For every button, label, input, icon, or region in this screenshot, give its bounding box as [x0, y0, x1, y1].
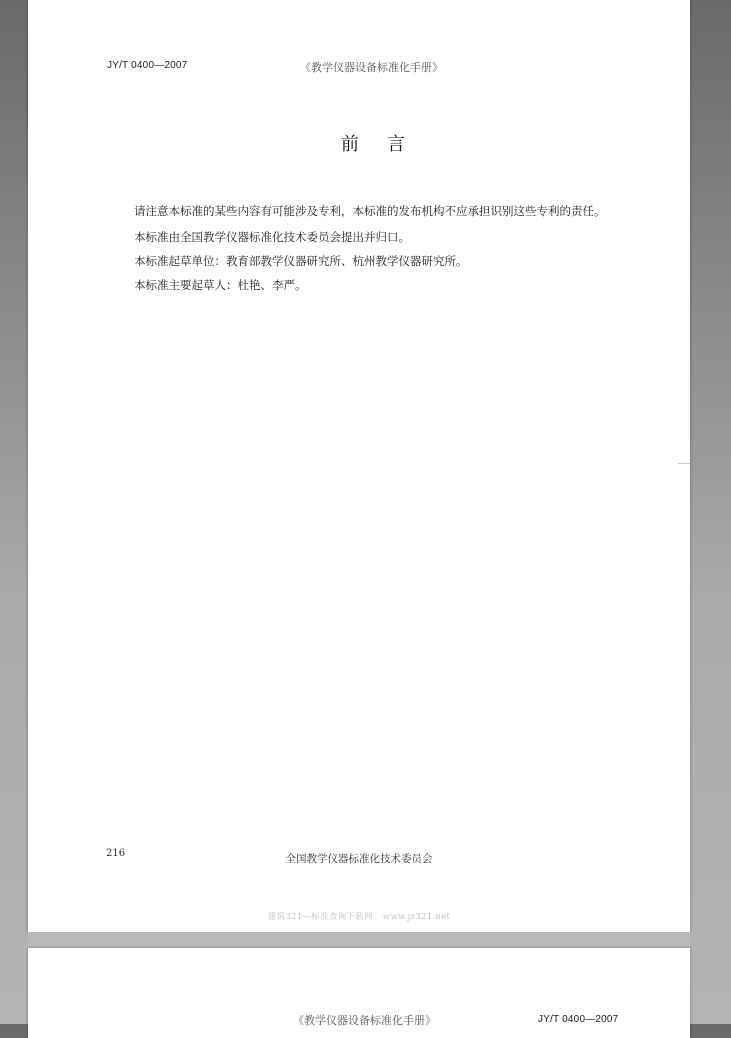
header-standard-code: JY/T 0400—2007	[538, 1014, 619, 1025]
header-standard-code: JY/T 0400—2007	[107, 60, 188, 71]
watermark-url: www.jz321.net	[382, 912, 451, 922]
page-gap	[28, 932, 690, 948]
paragraph-patent-notice: 请注意本标准的某些内容有可能涉及专利，本标准的发布机构不应承担识别这些专利的责任。	[134, 204, 606, 218]
document-page-next	[28, 948, 690, 1038]
section-heading-foreword: 前言	[341, 134, 433, 155]
document-page-216	[28, 0, 690, 932]
paragraph-proposer: 本标准由全国教学仪器标准化技术委员会提出并归口。	[134, 230, 410, 244]
scroll-position-marker	[678, 463, 690, 464]
paragraph-drafting-units: 本标准起草单位：教育部教学仪器研究所、杭州教学仪器研究所。	[134, 254, 468, 268]
watermark	[28, 910, 690, 922]
header-book-title: 《教学仪器设备标准化手册》	[293, 1014, 436, 1027]
header-book-title: 《教学仪器设备标准化手册》	[300, 61, 443, 74]
watermark-site-name: 建筑321—标准查询下载网	[267, 912, 373, 922]
paragraph-drafters: 本标准主要起草人：杜艳、李严。	[134, 278, 307, 292]
footer-organization: 全国教学仪器标准化技术委员会	[285, 853, 433, 865]
page-number: 216	[106, 848, 126, 859]
